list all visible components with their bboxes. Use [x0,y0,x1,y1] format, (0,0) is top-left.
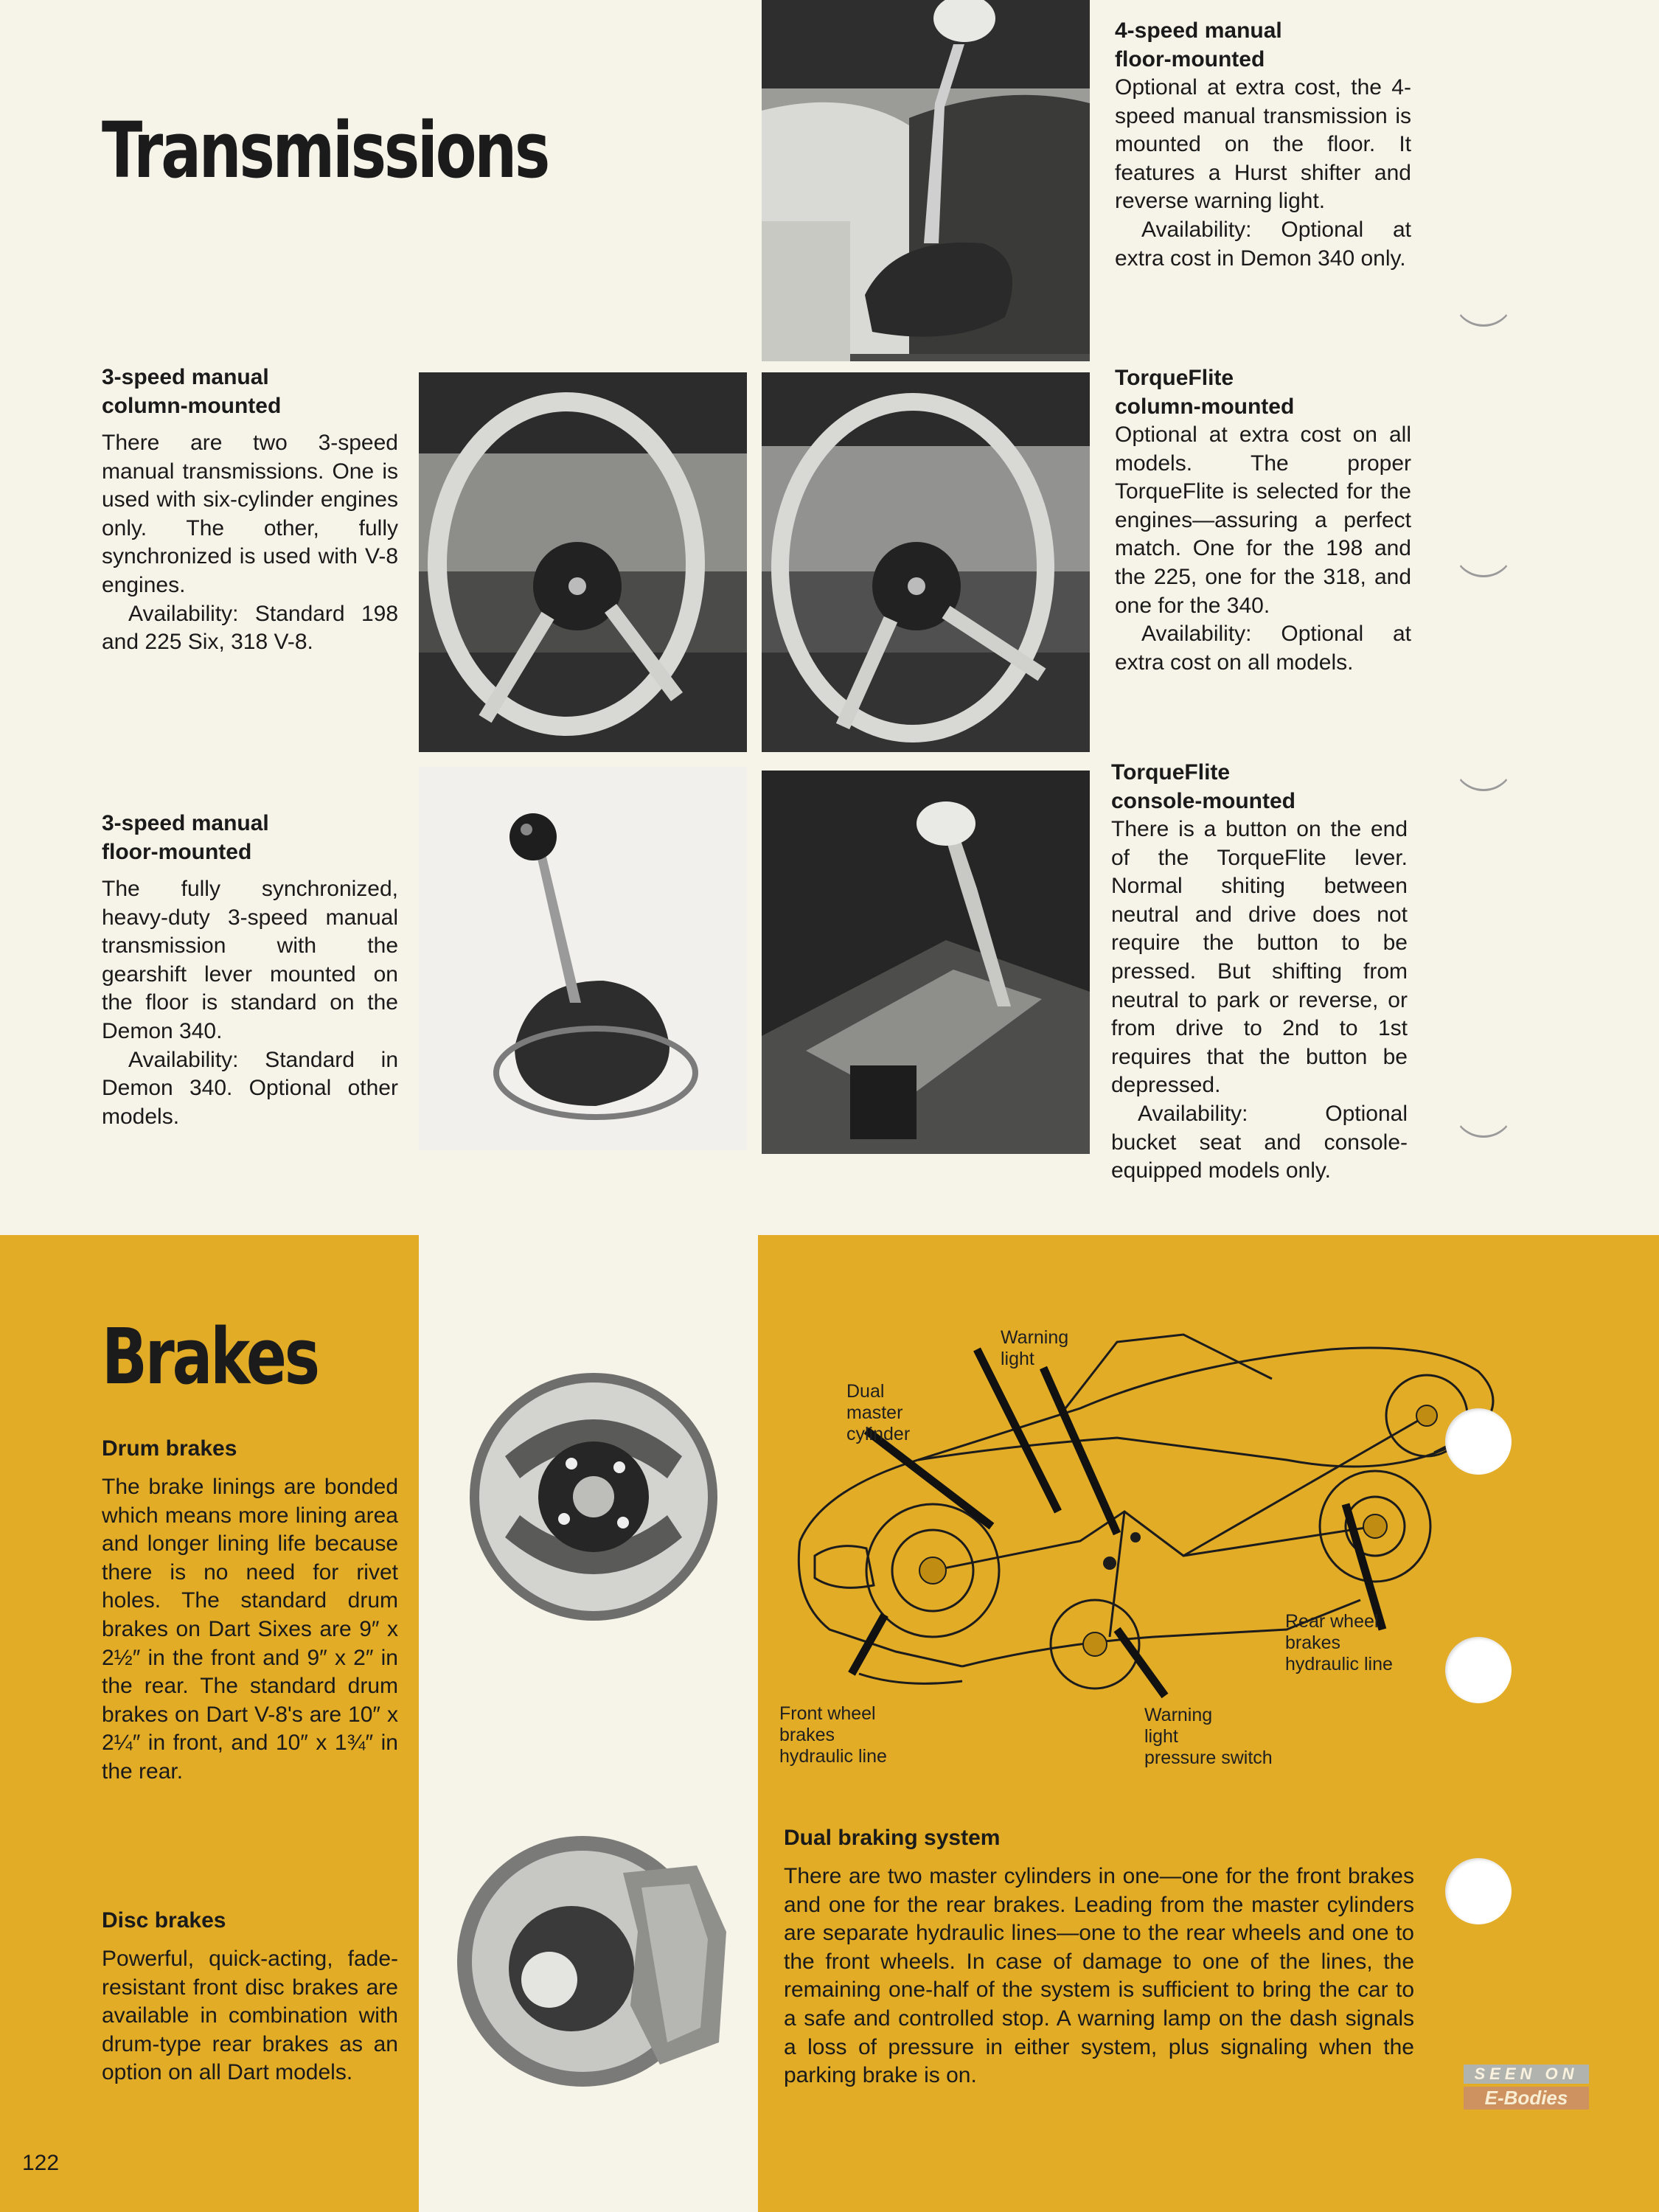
binder-hole-1 [1445,1408,1512,1475]
dual-braking-text: There are two master cylinders in one—one for the front brakes and one for the rear brakes. Leading from the master cylinders are separate hydraulic lines—one to the rear wheels and one to the front wheels. In case of damage to one of the lines, the remaining one-half of the system is sufficient to bring the car to a safe and controlled stop. A warning lamp on the dash signals a loss of pressure in either system, plus signaling when the parking brake is on. [784,1864,1414,2088]
three-speed-floor-heading: 3-speed manual floor-mounted [102,811,269,864]
torqueflite-column-heading: TorqueFlite column-mounted [1115,366,1295,419]
label-front-wheel-brakes: Front wheel brakes hydraulic line [779,1703,887,1767]
label-warning-light: Warning light [1001,1327,1069,1369]
disc-brakes-block [102,1906,398,2087]
drum-brake-photo [461,1368,726,1626]
three-speed-column-block [102,363,398,657]
label-dual-master-cylinder: Dual master cylinder [846,1381,911,1444]
four-speed-availability: Availability: Optional at extra cost in Demon 340 only. [1115,217,1411,271]
dual-braking-block [784,1823,1414,2090]
torqueflite-column-text: Optional at extra cost on all models. The proper TorqueFlite is selected for the engines—assuring a perfect match. One for the 198 and the 225, one for the 318, and one for the 340. [1115,422,1411,618]
torqueflite-console-availability: Availability: Optional bucket seat and console-equipped models only. [1111,1101,1408,1183]
three-speed-column-availability: Availability: Standard 198 and 225 Six, 318 V-8. [102,601,398,655]
brakes-title: Brakes [102,1312,318,1402]
torqueflite-console-heading: TorqueFlite console-mounted [1111,760,1296,813]
binder-hole-2 [1445,1637,1512,1703]
page-number: 122 [22,2151,60,2175]
label-pressure-switch: Warning light pressure switch [1144,1705,1273,1768]
disc-brakes-text: Powerful, quick-acting, fade-resistant front disc brakes are available in combination with drum-type rear brakes as an option on all Dart models. [102,1947,398,2085]
steering-wheel-photo-1 [419,372,747,752]
three-speed-floor-availability: Availability: Standard in Demon 340. Optional other models. [102,1047,398,1129]
watermark-line1: SEEN ON [1464,2065,1589,2084]
disc-brake-photo [453,1821,734,2094]
transmissions-title: Transmissions [102,105,549,195]
four-speed-heading: 4-speed manual floor-mounted [1115,18,1282,72]
torqueflite-column-availability: Availability: Optional at extra cost on all models. [1115,622,1411,675]
binder-hole-3 [1445,1858,1512,1924]
three-speed-column-heading: 3-speed manual column-mounted [102,365,282,418]
torqueflite-console-block [1111,758,1408,1186]
disc-brakes-heading: Disc brakes [102,1908,226,1933]
drum-brakes-heading: Drum brakes [102,1436,237,1461]
steering-wheel-photo-2 [762,372,1090,752]
four-speed-shifter-photo [762,0,1090,361]
three-speed-floor-block [102,809,398,1131]
three-speed-column-text: There are two 3-speed manual transmissions. One is used with six-cylinder engines only. The other, fully synchronized is used with V-8 engines. [102,431,398,597]
dual-braking-heading: Dual braking system [784,1826,1001,1850]
binder-hole-outline-4 [1453,1077,1514,1138]
watermark-line2: E-Bodies [1464,2087,1589,2110]
three-speed-floor-text: The fully synchronized, heavy-duty 3-speed manual transmission with the gearshift lever mounted on the floor is standard on the Demon 340. [102,877,398,1043]
four-speed-text: Optional at extra cost, the 4-speed manual transmission is mounted on the floor. It features a Hurst shifter and reverse warning light. [1115,75,1411,214]
drum-brakes-block [102,1434,398,1787]
watermark [1464,2065,1589,2110]
torqueflite-console-text: There is a button on the end of the TorqueFlite lever. Normal shiting between neutral and drive does not require the button to be pressed. But shifting from neutral to park or reverse, or from drive to 2nd to 1st requires that the button be depressed. [1111,817,1408,1098]
torqueflite-column-block [1115,364,1411,677]
label-rear-wheel-brakes: Rear wheel brakes hydraulic line [1285,1611,1393,1674]
three-speed-shifter-photo [419,767,747,1150]
binder-hole-outline-2 [1453,516,1514,577]
four-speed-block [1115,16,1411,273]
binder-hole-outline-3 [1453,730,1514,791]
drum-brakes-text: The brake linings are bonded which means more lining area and longer lining life because there is no need for rivet holes. The standard drum brakes on Dart Sixes are 9″ x 2½″ in the front and 9″ x 2″ in the rear. The standard drum brakes on Dart V-8's are 10″ x 2¼″ in front, and 10″ x 1¾″ in the rear. [102,1475,398,1784]
binder-hole-outline-1 [1453,265,1514,327]
console-shifter-photo [762,771,1090,1154]
